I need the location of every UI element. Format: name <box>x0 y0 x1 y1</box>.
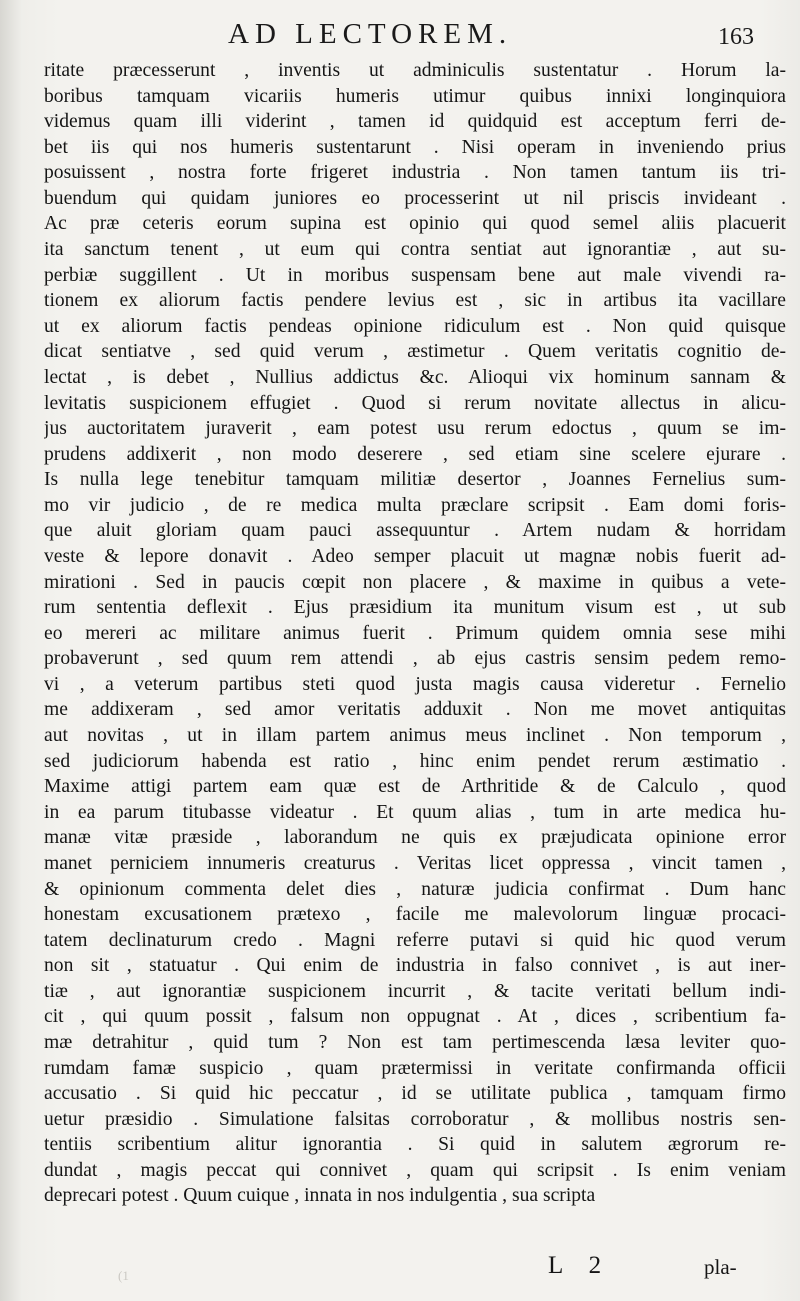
text-line: tatem declinaturum credo . Magni referre putavi si quid hic quod verum <box>44 929 786 951</box>
text-line: & opinionum commenta delet dies , naturæ judicia confirmat . Dum hanc <box>44 878 786 900</box>
text-line: posuissent , nostra forte frigeret industria . Non tamen tantum iis tri- <box>44 162 786 184</box>
text-line: boribus tamquam vicariis humeris utimur quibus innixi longinquiora <box>44 85 786 107</box>
text-line: non sit , statuatur . Qui enim de industria in falso connivet , is aut iner- <box>44 955 786 977</box>
text-line: sed judiciorum habenda est ratio , hinc enim pendet rerum æstimatio . <box>44 750 786 772</box>
text-line: Is nulla lege tenebitur tamquam militiæ desertor , Joannes Fernelius sum- <box>44 469 786 491</box>
running-head: AD LECTOREM. <box>228 18 513 50</box>
catchword: pla- <box>704 1255 737 1279</box>
text-line: rum sententia deflexit . Ejus præsidium ita munitum visum est , ut sub <box>44 597 786 619</box>
text-line: cit , qui quum possit , falsum non oppugnat . At , dices , scribentium fa- <box>44 1006 786 1028</box>
text-line: accusatio . Si quid hic peccatur , id se utilitate publica , tamquam firmo <box>44 1083 786 1105</box>
text-line: in ea parum titubasse videatur . Et quum alias , tum in arte medica hu- <box>44 801 786 823</box>
text-line: tentiis scribentium alitur ignorantia . Si quid in salutem ægrorum re- <box>44 1134 786 1156</box>
text-line: mirationi . Sed in paucis cœpit non placere , & maxime in quibus a vete- <box>44 571 786 593</box>
text-line: vi , a veterum partibus steti quod justa magis causa videretur . Fernelio <box>44 673 786 695</box>
text-line: perbiæ suggillent . Ut in moribus suspensam bene aut male vivendi ra- <box>44 264 786 286</box>
body-text <box>44 58 786 1209</box>
text-line: deprecari potest . Quum cuique , innata in nos indulgentia , sua scripta <box>44 1185 596 1207</box>
text-line: aut novitas , ut in illam partem animus meus inclinet . Non temporum , <box>44 725 786 747</box>
signature-mark: L 2 <box>548 1252 612 1279</box>
text-line: manet perniciem innumeris creaturus . Veritas licet oppressa , vincit tamen , <box>44 852 786 874</box>
text-line: probaverunt , sed quum rem attendi , ab ejus castris sensim pedem remo- <box>44 648 786 670</box>
text-line: que aluit gloriam quam pauci assequuntur . Artem nudam & horridam <box>44 520 786 542</box>
text-line: veste & lepore donavit . Adeo semper placuit ut magnæ nobis fuerit ad- <box>44 545 786 567</box>
text-line: dundat , magis peccat qui connivet , quam qui scripsit . Is enim veniam <box>44 1159 786 1181</box>
text-line: me addixeram , sed amor veritatis adduxit . Non me movet antiquitas <box>44 699 786 721</box>
text-line: levitatis suspicionem effugiet . Quod si rerum novitate allectus in alicu- <box>44 392 786 414</box>
page-number: 163 <box>718 24 754 50</box>
text-line: buendum qui quidam juniores eo processerint ut nil priscis invideant . <box>44 187 786 209</box>
text-line: bet iis qui nos humeris sustentarunt . Nisi operam in inveniendo prius <box>44 136 786 158</box>
text-line: videmus quam illi viderint , tamen id quidquid est acceptum ferri de- <box>44 111 786 133</box>
text-line: ut ex aliorum factis pendeas opinione ridiculum est . Non quid quisque <box>44 315 786 337</box>
text-line: lectat , is debet , Nullius addictus &c. Alioqui vix hominum sannam & <box>44 366 786 388</box>
text-line: manæ vitæ præside , laborandum ne quis ex præjudicata opinione error <box>44 827 786 849</box>
text-line: mæ detrahitur , quid tum ? Non est tam pertimescenda læsa leviter quo- <box>44 1031 786 1053</box>
edge-mark: (1 <box>118 1268 129 1283</box>
text-line: tionem ex aliorum factis pendere levius est , sic in artibus ita vacillare <box>44 290 786 312</box>
text-line: eo mereri ac militare animus fuerit . Primum quidem omnia sese mihi <box>44 622 786 644</box>
text-line: Ac præ ceteris eorum supina est opinio qui quod semel aliis placuerit <box>44 213 786 235</box>
text-line: rumdam famæ suspicio , quam prætermissi in veritate confirmanda officii <box>44 1057 786 1079</box>
text-line: tiæ , aut ignorantiæ suspicionem incurrit , & tacite veritati bellum indi- <box>44 980 786 1002</box>
text-line: dicat sentiatve , sed quid verum , æstimetur . Quem veritatis cognitio de- <box>44 341 786 363</box>
text-line: honestam excusationem prætexo , facile me malevolorum linguæ procaci- <box>44 904 786 926</box>
text-line: ita sanctum tenent , ut eum qui contra sentiat aut ignorantiæ , aut su- <box>44 239 786 261</box>
text-line: ritate præcesserunt , inventis ut adminiculis sustentatur . Horum la- <box>44 60 786 81</box>
text-line: uetur præsidio . Simulatione falsitas corroboratur , & mollibus nostris sen- <box>44 1108 786 1130</box>
text-line: jus auctoritatem juraverit , eam potest usu rerum edoctus , quum se im- <box>44 418 786 440</box>
text-line: Maxime attigi partem eam quæ est de Arthritide & de Calculo , quod <box>44 776 786 798</box>
text-line: prudens addixerit , non modo deserere , sed etiam sine scelere ejurare . <box>44 443 786 465</box>
text-line: mo vir judicio , de re medica multa præclare scripsit . Eam domi foris- <box>44 494 786 516</box>
